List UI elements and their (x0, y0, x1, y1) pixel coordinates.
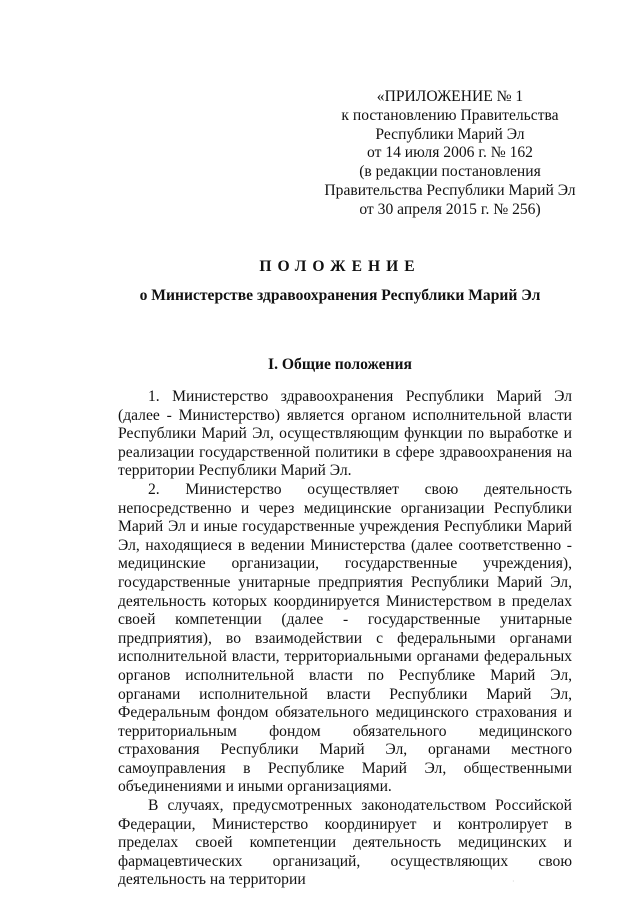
appendix-line: Республики Марий Эл (375, 125, 525, 143)
paragraph: 1. Министерство здравоохранения Республики Марий Эл (далее - Министерство) является органом исполнительной власти Республики Марий Эл, осуществляющим функции по выработке и реализации государственной политики в сфере здравоохранения на территории Республики Марий Эл. (118, 388, 572, 480)
appendix-header (300, 88, 600, 220)
scan-artifact: · (512, 877, 515, 886)
document-subtitle: о Министерстве здравоохранения Республики Марий Эл (139, 287, 541, 304)
document-title: ПОЛОЖЕНИЕ (259, 258, 421, 275)
paragraph: 2. Министерство осуществляет свою деятельность непосредственно и через медицинские организации Республики Марий Эл и иные государственные учреждения Республики Марий Эл, находящиеся в ведении Министерства (далее соответственно - медицинские организации, государственные учреждения), государственные унитарные предприятия Республики Марий Эл, деятельность которых координируется Министерством в пределах своей компетенции (далее - государственные унитарные предприятия), во взаимодействии с федеральными органами исполнительной власти, территориальными органами федеральных органов исполнительной власти по Республике Марий Эл, органами исполнительной власти Республики Марий Эл, Федеральным фондом обязательного медицинского страхования и территориальным фондом обязательного медицинского страхования Республики Марий Эл, органами местного самоуправления в Республике Марий Эл, общественными объединениями и иными организациями. (118, 480, 572, 796)
paragraph: В случаях, предусмотренных законодательством Российской Федерации, Министерство координирует и контролирует в пределах своей компетенции деятельность медицинских и фармацевтических организаций, осуществляющих свою деятельность на территории (118, 797, 572, 889)
appendix-line: «ПРИЛОЖЕНИЕ № 1 (376, 88, 524, 105)
section-body (118, 388, 572, 890)
appendix-line: от 30 апреля 2015 г. № 256) (359, 200, 541, 218)
section-heading: I. Общие положения (268, 356, 412, 373)
appendix-line: Правительства Республики Марий Эл (324, 181, 576, 199)
appendix-line: (в редакции постановления (359, 163, 541, 181)
appendix-line: от 14 июля 2006 г. № 162 (367, 144, 533, 162)
appendix-line: к постановлению Правительства (341, 106, 559, 124)
